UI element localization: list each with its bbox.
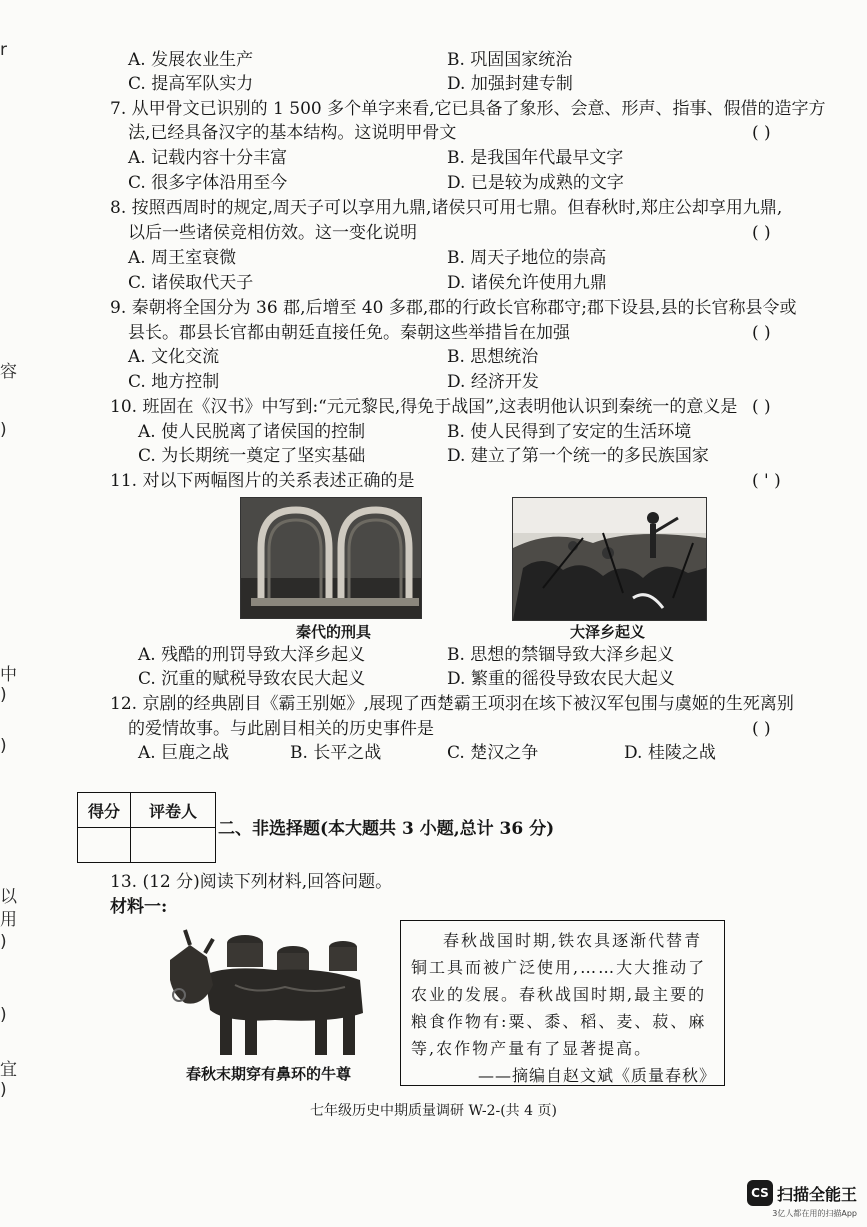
q8-option-d: D. 诸侯允许使用九鼎: [447, 273, 607, 293]
edge-fragment: 用: [0, 910, 17, 930]
bronze-ox-zun-caption: 春秋末期穿有鼻环的牛尊: [186, 1065, 352, 1083]
q9-option-a: A. 文化交流: [128, 347, 220, 367]
q10-option-d: D. 建立了第一个统一的多民族国家: [447, 446, 709, 466]
q8-option-c: C. 诸侯取代天子: [128, 273, 254, 293]
q12-option-b: B. 长平之战: [290, 743, 382, 763]
q11-option-d: D. 繁重的徭役导致农民大起义: [447, 669, 675, 689]
qin-shackles-caption: 秦代的刑具: [296, 623, 372, 641]
q6-option-a: A. 发展农业生产: [128, 50, 254, 70]
q12-option-a: A. 巨鹿之战: [138, 743, 230, 763]
edge-fragment: 中: [0, 665, 17, 685]
edge-fragment: 宜: [0, 1060, 17, 1080]
edge-fragment: ): [0, 932, 7, 952]
q12-answer-blank: ( ): [752, 719, 771, 739]
page-footer: 七年级历史中期质量调研 W-2-(共 4 页): [310, 1103, 557, 1119]
q6-option-b: B. 巩固国家统治: [447, 50, 573, 70]
camscanner-badge-icon: CS: [747, 1180, 773, 1206]
q6-option-d: D. 加强封建专制: [447, 74, 573, 94]
q7-stem-cont: 法,已经具备汉字的基本结构。这说明甲骨文: [128, 123, 457, 143]
q7-option-d: D. 已是较为成熟的文字: [447, 173, 624, 193]
q9-option-c: C. 地方控制: [128, 372, 220, 392]
q7-option-a: A. 记载内容十分丰富: [128, 148, 288, 168]
q12-stem-cont: 的爱情故事。与此剧目相关的历史事件是: [128, 719, 434, 739]
q7-answer-blank: ( ): [752, 123, 771, 143]
edge-fragment: 容: [0, 362, 17, 382]
edge-fragment: ): [0, 736, 7, 756]
q6-option-c: C. 提高军队实力: [128, 74, 254, 94]
q11-answer-blank: ( ' ): [752, 471, 781, 491]
q9-option-b: B. 思想统治: [447, 347, 539, 367]
reviewer-label: 评卷人: [131, 793, 216, 828]
material-one-label: 材料一:: [110, 897, 168, 917]
edge-fragment: ): [0, 420, 7, 440]
q11-option-b: B. 思想的禁锢导致大泽乡起义: [447, 645, 675, 665]
edge-fragment: ): [0, 1080, 7, 1100]
reviewer-cell: [131, 828, 216, 863]
material-one-source: ——摘编自赵文斌《质量春秋》: [477, 1066, 716, 1085]
q10-option-b: B. 使人民得到了安定的生活环境: [447, 422, 692, 442]
q7-option-b: B. 是我国年代最早文字: [447, 148, 624, 168]
edge-fragment: 以: [0, 887, 17, 907]
q10-answer-blank: ( ): [752, 397, 771, 417]
q7-option-c: C. 很多字体沿用至今: [128, 173, 288, 193]
edge-fragment: ): [0, 685, 7, 705]
edge-fragment: ): [0, 1005, 7, 1025]
q13-stem: 13. (12 分)阅读下列材料,回答问题。: [110, 872, 393, 892]
q9-option-d: D. 经济开发: [447, 372, 539, 392]
q10-option-a: A. 使人民脱离了诸侯国的控制: [138, 422, 366, 442]
q7-stem: 7. 从甲骨文已识别的 1 500 多个单字来看,它已具备了象形、会意、形声、指事、假借的造字方: [110, 99, 826, 119]
section2-title: 二、非选择题(本大题共 3 小题,总计 36 分): [218, 819, 555, 839]
dazexiang-uprising-image: [512, 497, 707, 621]
score-cell: [78, 828, 131, 863]
camscanner-logo: [747, 1180, 857, 1206]
edge-fragment: r: [0, 40, 7, 60]
q8-option-b: B. 周天子地位的崇高: [447, 248, 607, 268]
camscanner-name: 扫描全能王: [776, 1184, 857, 1204]
q8-option-a: A. 周王室衰微: [128, 248, 237, 268]
q12-option-c: C. 楚汉之争: [447, 743, 539, 763]
q9-answer-blank: ( ): [752, 323, 771, 343]
score-label: 得分: [78, 793, 131, 828]
qin-shackles-image: [240, 497, 422, 619]
q11-stem: 11. 对以下两幅图片的关系表述正确的是: [110, 471, 415, 491]
q11-option-c: C. 沉重的赋税导致农民大起义: [138, 669, 366, 689]
q8-stem-cont: 以后一些诸侯竞相仿效。这一变化说明: [128, 223, 417, 243]
score-table: [77, 792, 216, 863]
q12-stem: 12. 京剧的经典剧目《霸王别姬》,展现了西楚霸王项羽在垓下被汉军包围与虞姬的生死离别: [110, 694, 794, 714]
material-one-text: 春秋战国时期,铁农具逐渐代替青铜工具而被广泛使用,……大大推动了农业的发展。春秋战国时期,最主要的粮食作物有:粟、黍、稻、麦、菽、麻等,农作物产量有了显著提高。: [411, 931, 707, 1058]
q9-stem-cont: 县长。郡县长官都由朝廷直接任免。秦朝这些举措旨在加强: [128, 323, 570, 343]
q11-option-a: A. 残酷的刑罚导致大泽乡起义: [138, 645, 366, 665]
q8-stem: 8. 按照西周时的规定,周天子可以享用九鼎,诸侯只可用七鼎。但春秋时,郑庄公却享用九鼎,: [110, 198, 783, 218]
bronze-ox-zun-image: [165, 925, 375, 1060]
q10-stem: 10. 班固在《汉书》中写到:“元元黎民,得免于战国”,这表明他认识到秦统一的意义是: [110, 397, 738, 417]
q8-answer-blank: ( ): [752, 223, 771, 243]
q12-option-d: D. 桂陵之战: [624, 743, 716, 763]
q9-stem: 9. 秦朝将全国分为 36 郡,后增至 40 多郡,郡的行政长官称郡守;郡下设县,县的长官称县令或: [110, 298, 797, 318]
camscanner-slogan: 3亿人都在用的扫描App: [772, 1209, 857, 1218]
dazexiang-uprising-caption: 大泽乡起义: [570, 623, 646, 641]
q10-option-c: C. 为长期统一奠定了坚实基础: [138, 446, 366, 466]
material-one-quote-box: [400, 920, 725, 1086]
